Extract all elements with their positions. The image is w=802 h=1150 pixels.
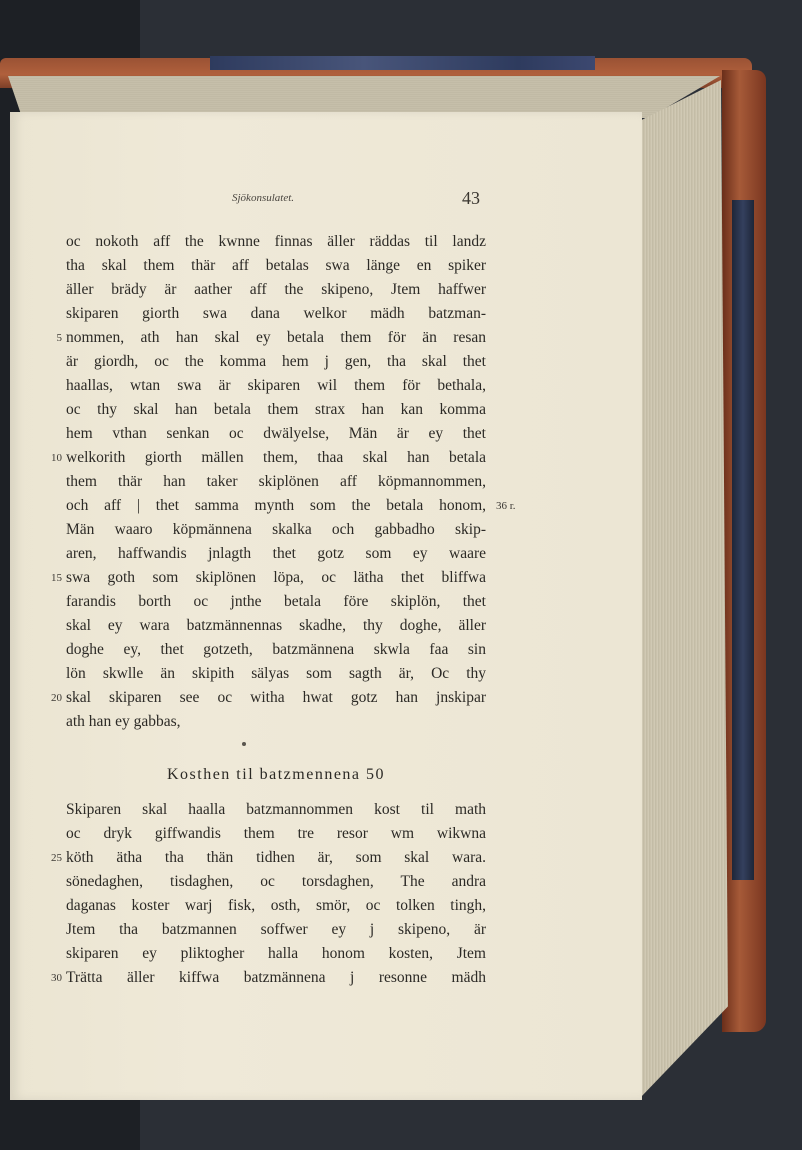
book-spine-band (732, 200, 754, 880)
text-line: doghe ey, thet gotzeth, batzmännena skwla faa sin (66, 641, 486, 658)
running-head-title: Sjökonsulatet. (232, 192, 295, 204)
line-number: 25 (51, 852, 62, 864)
section-heading: Kosthen til batzmennena 50 (166, 766, 386, 783)
text-line: ath han ey gabbas, (66, 713, 181, 730)
text-line: nommen, ath han skal ey betala them för än resan (66, 329, 486, 346)
text-line: haallas, wtan swa är skiparen wil them för bethala, (66, 377, 486, 394)
text-line: tha skal them thär aff betalas swa länge en spiker (66, 257, 486, 274)
text-line: skal ey wara batzmännennas skadhe, thy doghe, äller (66, 617, 486, 634)
text-line: Trätta äller kiffwa batzmännena j resonne mädh (66, 969, 486, 986)
text-line: aren, haffwandis jnlagth thet gotz som ey waare (66, 545, 486, 562)
line-number: 20 (51, 692, 62, 704)
text-line: sönedaghen, tisdaghen, oc torsdaghen, The andra (66, 873, 486, 890)
text-line: skiparen ey pliktogher halla honom kosten, Jtem (66, 945, 486, 962)
line-number: 10 (51, 452, 62, 464)
text-line: köth ätha tha thän tidhen är, som skal wara. (66, 849, 486, 866)
text-line: äller brädy är aather aff the skipeno, Jtem haffwer (66, 281, 486, 298)
book-cover-band (210, 56, 595, 70)
text-line: daganas koster warj fisk, osth, smör, oc tolken tingh, (66, 897, 486, 914)
text-line: oc nokoth aff the kwnne finnas äller räddas til landz (66, 233, 486, 250)
text-line: them thär han taker skiplönen aff köpmannommen, (66, 473, 486, 490)
text-line: hem vthan senkan oc dwälyelse, Män är ey thet (66, 425, 486, 442)
text-line: Jtem tha batzmannen soffwer ey j skipeno, är (66, 921, 486, 938)
text-line: farandis borth oc jnthe betala före skiplön, thet (66, 593, 486, 610)
line-number: 30 (51, 972, 62, 984)
line-number: 5 (56, 332, 62, 344)
running-head (0, 188, 802, 216)
text-line: Skiparen skal haalla batzmannommen kost til math (66, 801, 486, 818)
text-line: oc dryk giffwandis them tre resor wm wikwna (66, 825, 486, 842)
margin-folio-note: 36 r. (496, 500, 516, 512)
text-line: och aff | thet samma mynth som the betala honom, (66, 497, 486, 514)
text-line: swa goth som skiplönen löpa, oc lätha thet bliffwa (66, 569, 486, 586)
text-line: lön skwlle än skipith sälyas som sagth är, Oc thy (66, 665, 486, 682)
text-line: welkorith giorth mällen them, thaa skal han betala (66, 449, 486, 466)
ornament-dot (242, 742, 246, 746)
line-number: 15 (51, 572, 62, 584)
text-line: Män waaro köpmännena skalka och gabbadho skip- (66, 521, 486, 538)
text-line: är giordh, oc the komma hem j gen, tha skal thet (66, 353, 486, 370)
text-line: skiparen giorth swa dana welkor mädh batzman- (66, 305, 486, 322)
page-number: 43 (462, 188, 480, 208)
text-line: skal skiparen see oc witha hwat gotz han jnskipar (66, 689, 486, 706)
page-edges-right (640, 80, 728, 1098)
text-line: oc thy skal han betala them strax han kan komma (66, 401, 486, 418)
